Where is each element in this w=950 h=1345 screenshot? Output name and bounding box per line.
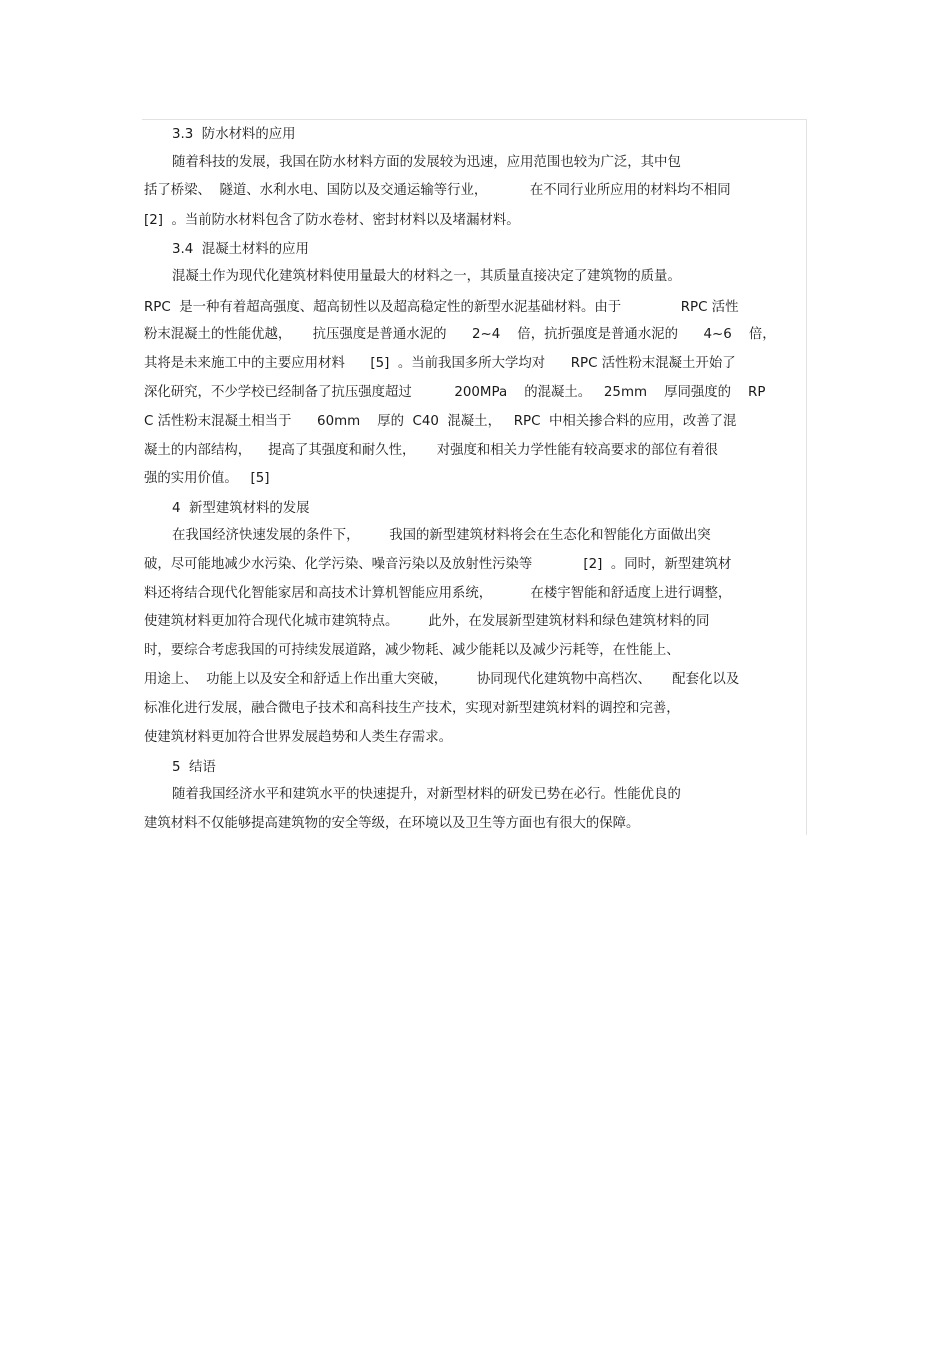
paragraph-line: [2] 。当前防水材料包含了防水卷材、密封材料以及堵漏材料。 <box>144 213 520 228</box>
paragraph-line: 使建筑材料更加符合世界发展趋势和人类生存需求。 <box>144 730 452 745</box>
section-heading-4: 4 新型建筑材料的发展 <box>172 501 310 516</box>
paragraph-line: 强的实用价值。 [5] <box>144 471 270 486</box>
paragraph-line: 随着我国经济水平和建筑水平的快速提升，对新型材料的研发已势在必行。性能优良的 <box>172 787 681 802</box>
paragraph-line: 在我国经济快速发展的条件下， 我国的新型建筑材料将会在生态化和智能化方面做出突 <box>172 528 711 543</box>
paragraph-line: 料还将结合现代化智能家居和高技术计算机智能应用系统， 在楼宇智能和舒适度上进行调整， <box>144 586 732 601</box>
paragraph-line: 其将是未来施工中的主要应用材料 [5] 。当前我国多所大学均对 RPC 活性粉末混凝土开始了 <box>144 356 736 371</box>
paragraph-line: RPC 是一种有着超高强度、超高韧性以及超高稳定性的新型水泥基础材料。由于 RPC 活性 <box>144 300 739 315</box>
section-heading-5: 5 结语 <box>172 760 216 775</box>
paragraph-line: 混凝土作为现代化建筑材料使用量最大的材料之一，其质量直接决定了建筑物的质量。 <box>172 269 681 284</box>
paragraph-line: 破，尽可能地减少水污染、化学污染、噪音污染以及放射性污染等 [2] 。同时，新型建筑材 <box>144 557 732 572</box>
paragraph-line: 括了桥梁、 隧道、水利水电、国防以及交通运输等行业， 在不同行业所应用的材料均不相同 <box>144 183 731 198</box>
paragraph-line: 深化研究，不少学校已经制备了抗压强度超过 200MPa 的混凝土。 25mm 厚同强度的 RP <box>144 385 766 400</box>
paragraph-line: 标准化进行发展，融合微电子技术和高科技生产技术，实现对新型建筑材料的调控和完善， <box>144 701 680 716</box>
paragraph-line: 时，要综合考虑我国的可持续发展道路，减少物耗、减少能耗以及减少污耗等，在性能上、 <box>144 643 680 658</box>
paragraph-line: 用途上、 功能上以及安全和舒适上作出重大突破， 协同现代化建筑物中高档次、 配套化以及 <box>144 672 740 687</box>
paragraph-line: 粉末混凝土的性能优越， 抗压强度是普通水泥的 2~4 倍，抗折强度是普通水泥的 4~6 倍， <box>144 327 776 342</box>
paragraph-line: 使建筑材料更加符合现代化城市建筑特点。 此外，在发展新型建筑材料和绿色建筑材料的同 <box>144 614 710 629</box>
paragraph-line: C 活性粉末混凝土相当于 60mm 厚的 C40 混凝土， RPC 中相关掺合料的应用，改善了混 <box>144 414 737 429</box>
paragraph-line: 随着科技的发展，我国在防水材料方面的发展较为迅速，应用范围也较为广泛，其中包 <box>172 155 681 170</box>
paragraph-line: 凝土的内部结构， 提高了其强度和耐久性， 对强度和相关力学性能有较高要求的部位有着很 <box>144 443 718 458</box>
paragraph-line: 建筑材料不仅能够提高建筑物的安全等级，在环境以及卫生等方面也有很大的保障。 <box>144 816 640 831</box>
section-heading-3-4: 3.4 混凝土材料的应用 <box>172 242 309 257</box>
section-heading-3-3: 3.3 防水材料的应用 <box>172 127 296 142</box>
